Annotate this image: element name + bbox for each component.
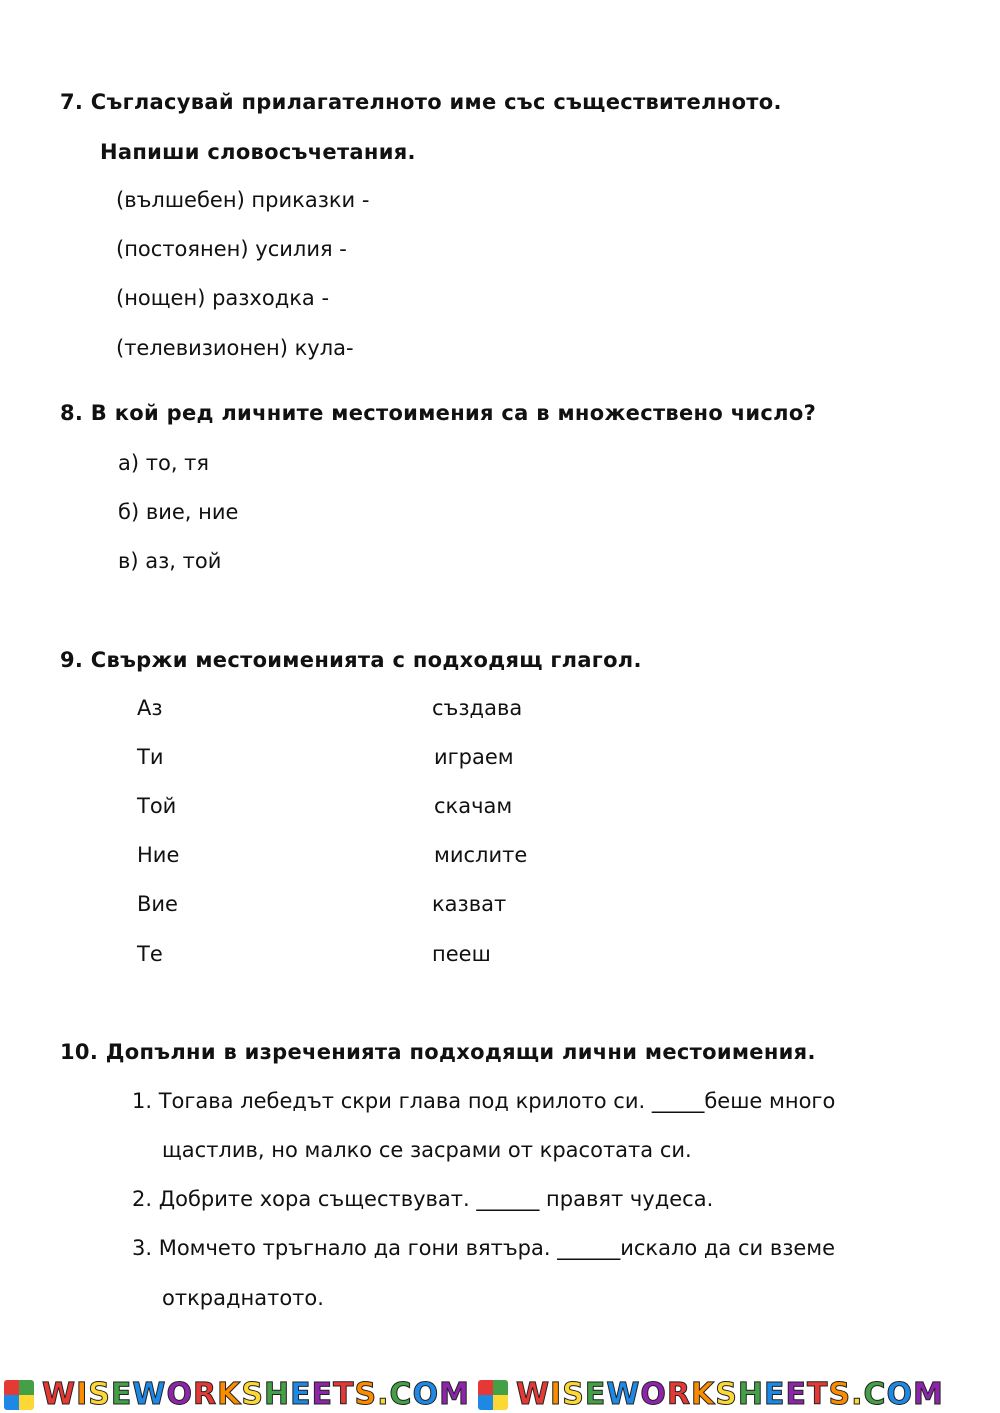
q10-line: 1. Тогава лебедът скри глава под крилото си. _____беше много: [132, 1089, 836, 1113]
logo-icon: [478, 1380, 508, 1410]
q7-item: (постоянен) усилия -: [116, 237, 347, 261]
q7-item: (нощен) разходка -: [116, 286, 330, 310]
q9-title: 9. Свържи местоименията с подходящ глагол.: [60, 648, 642, 672]
q8-title: 8. В кой ред личните местоимения са в множествено число?: [60, 401, 817, 425]
q10-line: 2. Добрите хора съществуват. ______ правят чудеса.: [132, 1187, 714, 1211]
logo-icon: [4, 1380, 34, 1410]
q9-verb: създава: [432, 696, 523, 720]
q7-title: 7. Съгласувай прилагателното име със съществителното.: [60, 90, 782, 114]
brand-text: WISEWORKSHEETS.COM: [515, 1376, 944, 1412]
q8-option: б) вие, ние: [118, 500, 239, 524]
q9-pronoun: Той: [137, 794, 177, 818]
q8-option: а) то, тя: [118, 451, 210, 475]
q10-line: 3. Момчето тръгнало да гони вятъра. ______искало да си вземе: [132, 1236, 836, 1260]
q10-line: откраднатото.: [162, 1286, 324, 1310]
q7-item: (вълшебен) приказки -: [116, 188, 370, 212]
q10-line: щастлив, но малко се засрами от красотата си.: [162, 1138, 692, 1162]
q9-verb: скачам: [434, 794, 513, 818]
q7-subtitle: Напиши словосъчетания.: [100, 140, 416, 164]
footer-watermark: [0, 1376, 1000, 1413]
q9-pronoun: Вие: [137, 892, 178, 916]
q9-verb: играем: [434, 745, 514, 769]
q8-option: в) аз, той: [118, 549, 222, 573]
q9-pronoun: Аз: [137, 696, 163, 720]
brand-text: WISEWORKSHEETS.COM: [42, 1376, 470, 1412]
q9-pronoun: Те: [137, 942, 163, 966]
q9-verb: казват: [432, 892, 507, 916]
q9-pronoun: Ти: [137, 745, 164, 769]
q9-verb: пееш: [432, 942, 491, 966]
q10-title: 10. Допълни в изреченията подходящи лични местоимения.: [60, 1040, 816, 1064]
q7-item: (телевизионен) кула-: [116, 336, 354, 360]
q9-verb: мислите: [434, 843, 528, 867]
q9-pronoun: Ние: [137, 843, 180, 867]
